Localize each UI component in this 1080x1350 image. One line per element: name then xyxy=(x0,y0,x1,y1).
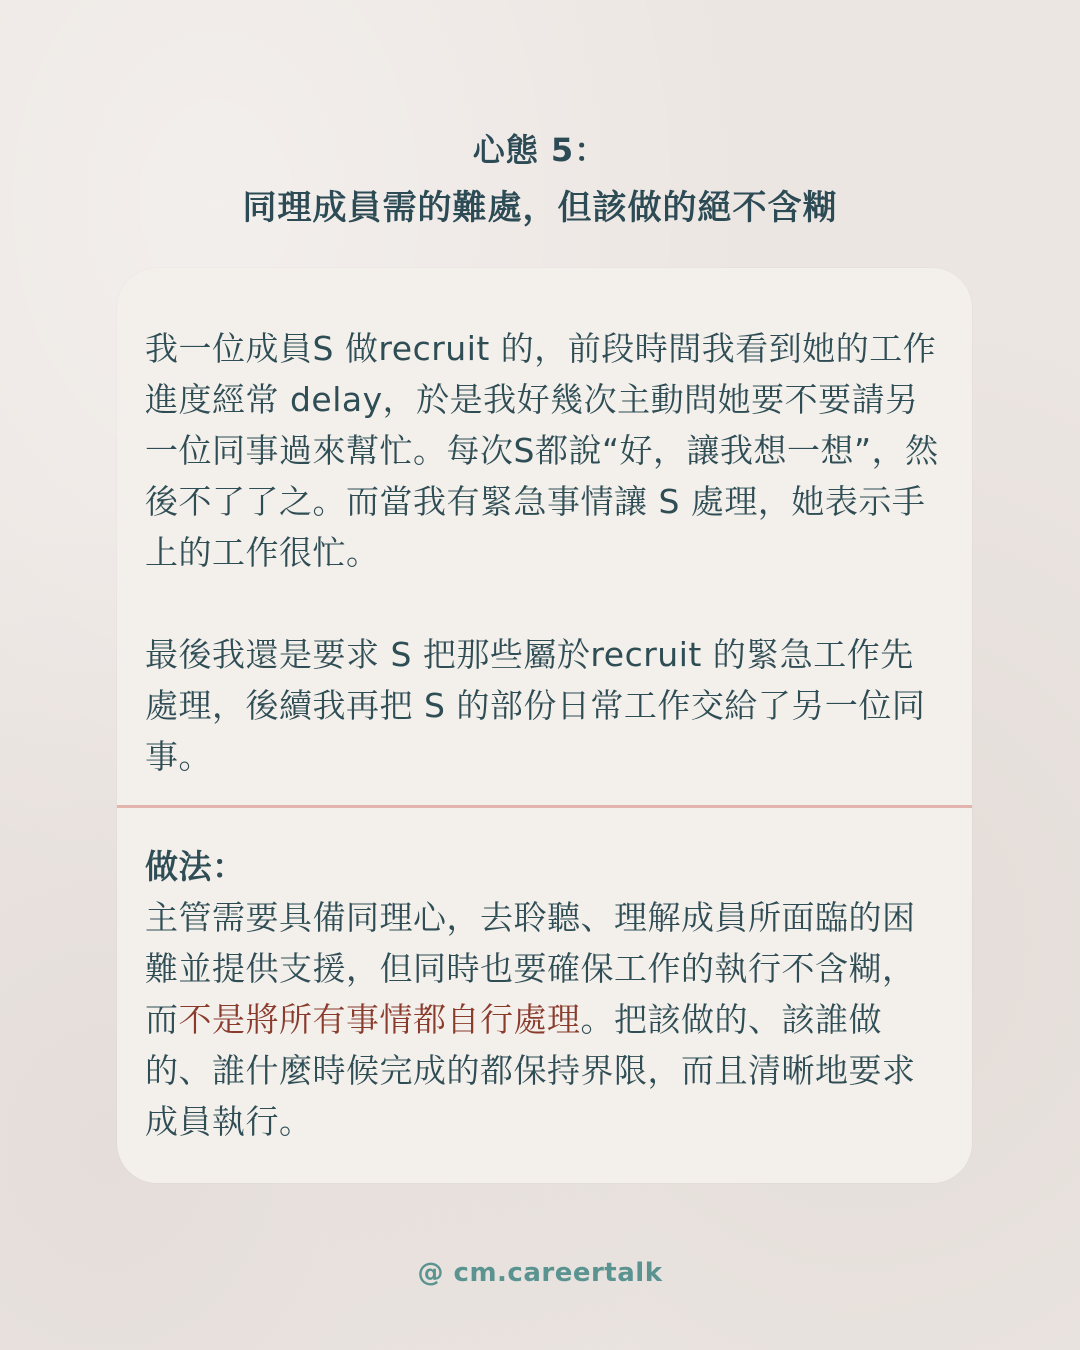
story-paragraph-1: 我一位成員S 做recruit 的，前段時間我看到她的工作進度經常 delay，於是我好幾次主動問她要不要請另一位同事過來幫忙。每次S都說“好，讓我想一想”，然後不了了之。而當我有緊急事情讓 S 處理，她表示手上的工作很忙。 xyxy=(145,329,939,572)
method-body-end: 。把該做的、該誰做的、誰什麼時候完成的都保持界限，而且清晰地要求成員執行。 xyxy=(145,1000,916,1141)
account-handle: @ cm.careertalk xyxy=(417,1258,663,1288)
method-body-highlight: 不是將所有事情都自行處理 xyxy=(178,1000,581,1039)
title-mindset-statement: 同理成員需的難處，但該做的絕不含糊 xyxy=(242,188,838,228)
method-body xyxy=(145,892,945,1147)
section-divider xyxy=(117,805,972,808)
method-section xyxy=(145,841,945,1147)
story-section xyxy=(145,323,945,782)
method-body-start: 主管需要具備同理心，去聆聽、理解成員所面臨的困難並提供支援，但同時也要確保工作的執行不含糊，而 xyxy=(145,898,916,1039)
story-paragraph-2: 最後我還是要求 S 把那些屬於recruit 的緊急工作先處理，後續我再把 S 的部份日常工作交給了另一位同事。 xyxy=(145,635,926,776)
method-heading: 做法： xyxy=(145,847,246,886)
title-mindset-number: 心態 5： xyxy=(472,131,608,169)
content-card xyxy=(117,268,972,1183)
title-block xyxy=(0,122,1080,238)
